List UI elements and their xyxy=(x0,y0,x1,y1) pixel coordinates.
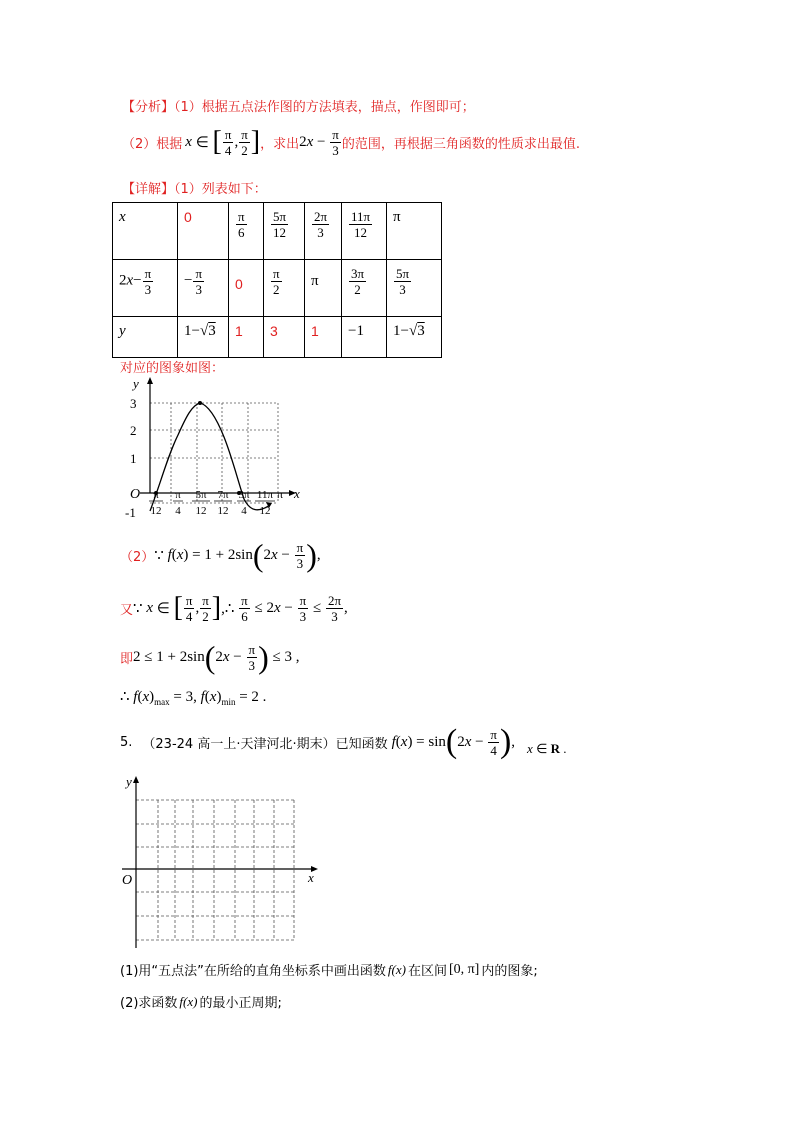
svg-text:π: π xyxy=(175,489,181,501)
y-axis-label: y xyxy=(126,774,132,789)
math-x-in: x xyxy=(185,133,192,150)
y-tick-label: 1 xyxy=(130,451,137,466)
svg-text:12: 12 xyxy=(150,505,162,517)
y-axis-arrow xyxy=(133,776,139,783)
table-cell: π xyxy=(305,260,342,317)
pi-label: π xyxy=(277,487,284,501)
part2-prefix: （2） xyxy=(120,549,155,565)
max-point xyxy=(198,401,202,405)
table-cell: 1 xyxy=(305,317,342,358)
part2-line-4: ∴ $f(x)_{max} = 3$, $f(x)_{min} = 2$ . xyxy=(120,689,267,708)
q5-fx: f(x) xyxy=(387,961,406,977)
svg-text:12: 12 xyxy=(217,505,229,517)
part2-you: 又 xyxy=(120,602,134,618)
table-cell: 3 xyxy=(264,317,305,358)
svg-text:π: π xyxy=(153,489,159,501)
table-cell: −1 xyxy=(342,317,387,358)
empty-grid-graph xyxy=(118,770,323,952)
analysis-line2-mid: ，求出 xyxy=(260,136,300,152)
svg-text:5π: 5π xyxy=(195,489,207,501)
table-cell: x xyxy=(113,203,178,260)
table-cell: 0 xyxy=(229,260,264,317)
part2-ji: 即 xyxy=(120,651,134,667)
svg-text:11π: 11π xyxy=(256,489,274,501)
table-cell: $\frac{5\pi}{12}$ xyxy=(264,203,305,260)
table-row xyxy=(113,317,442,358)
q5-number: 5. xyxy=(120,734,133,750)
table-cell: $\frac{3\pi}{2}$ xyxy=(342,260,387,317)
table-cell: π xyxy=(387,203,442,260)
table-row xyxy=(113,203,442,260)
q5-sub1-c: 内的图象; xyxy=(481,964,538,979)
table-cell: − $\frac{\pi}{3}$ xyxy=(178,260,229,317)
origin-label: O xyxy=(122,873,133,888)
q5-sub1-b: 在区间 xyxy=(407,964,447,979)
q5-fx: f(x) xyxy=(179,993,198,1009)
table-cell: 2x− $\frac{\pi}{3}$ xyxy=(113,260,178,317)
svg-text:12: 12 xyxy=(259,505,271,517)
table-cell: 1−√3 xyxy=(178,317,229,358)
svg-text:4: 4 xyxy=(175,505,181,517)
svg-text:7π: 7π xyxy=(217,489,229,501)
q5-sub1 xyxy=(120,960,538,979)
table-cell: y xyxy=(113,317,178,358)
part2-line-2: 又 ∵ x ∈ [ $\frac{\pi}{4}$ , $\frac{\pi}{2}$ ] ,∴ $\frac{\pi}{6}$ ≤ 2 x − $\frac{\pi}{3}$ ≤ $\frac{2\pi}{3}$ , xyxy=(120,592,348,624)
q5-sub2-b: 的最小正周期; xyxy=(199,996,282,1011)
analysis-line-1 xyxy=(122,96,475,115)
analysis-tag: 【分析】 xyxy=(122,100,175,115)
x-axis-label: x xyxy=(308,870,314,885)
x-axis-label: x xyxy=(294,486,300,501)
analysis-line-2: （2）根据 x ∈ [ $\frac{\pi}{4}$ , $\frac{\pi}{2}$ ] ，求出 2 x − $\frac{\pi}{3}$ 的范围，再根据三角函数的性质求出最值. xyxy=(122,126,580,158)
table-cell: $\frac{2\pi}{3}$ xyxy=(305,203,342,260)
grid-lines xyxy=(136,800,294,940)
graph-caption: 对应的图象如图： xyxy=(120,361,225,376)
y-tick-label: 2 xyxy=(130,423,137,438)
sine-graph xyxy=(120,375,310,520)
q5-line: 5. （23-24 高一上·天津河北·期末）已知函数 f ( x ) = sin ( 2 x − $\frac{\pi}{4}$ ) , x ∈ R . xyxy=(120,723,567,760)
y-axis-label: y xyxy=(133,376,139,391)
table-cell: 1−√3 xyxy=(387,317,442,358)
analysis-line2-prefix: （2）根据 xyxy=(122,136,183,152)
graph-grid xyxy=(150,403,278,503)
table-cell: $\frac{5\pi}{3}$ xyxy=(387,260,442,317)
table-row xyxy=(113,260,442,317)
q5-interval: [0, π] xyxy=(448,961,480,977)
svg-text:4: 4 xyxy=(241,505,247,517)
svg-text:3π: 3π xyxy=(238,489,250,501)
part2-line-1: （2） ∵ f ( x ) = 1 + 2sin ( 2 x − $\frac{\pi}{3}$ ) , xyxy=(120,537,321,573)
value-table xyxy=(112,202,442,358)
sine-curve xyxy=(150,403,270,511)
part2-line-3: 即 2 ≤ 1 + 2sin ( 2 x − $\frac{\pi}{3}$ ) ≤ 3 , xyxy=(120,639,300,675)
q5-sub2-a: (2)求函数 xyxy=(120,996,178,1011)
q5-sub2 xyxy=(120,992,282,1011)
analysis-text-1: （1）根据五点法作图的方法填表，描点，作图即可； xyxy=(174,100,475,115)
detail-text: （1）列表如下： xyxy=(174,182,267,197)
table-cell: $\frac{\pi}{6}$ xyxy=(229,203,264,260)
y-tick-label: 3 xyxy=(130,396,137,411)
detail-tag: 【详解】 xyxy=(122,182,175,197)
table-cell: $\frac{\pi}{2}$ xyxy=(264,260,305,317)
table-cell: 1 xyxy=(229,317,264,358)
q5-sub1-a: (1)用“五点法”在所给的直角坐标系中画出函数 xyxy=(120,964,386,979)
y-tick-label: -1 xyxy=(125,505,136,520)
y-axis-arrow xyxy=(147,377,153,384)
detail-line xyxy=(122,178,267,197)
svg-text:12: 12 xyxy=(195,505,207,517)
q5-source: （23-24 高一上·天津河北·期末）已知函数 xyxy=(142,736,388,752)
origin-label: O xyxy=(130,487,141,502)
table-cell: 0 xyxy=(178,203,229,260)
analysis-line2-suffix: 的范围，再根据三角函数的性质求出最值. xyxy=(341,136,580,152)
table-cell: $\frac{11\pi}{12}$ xyxy=(342,203,387,260)
